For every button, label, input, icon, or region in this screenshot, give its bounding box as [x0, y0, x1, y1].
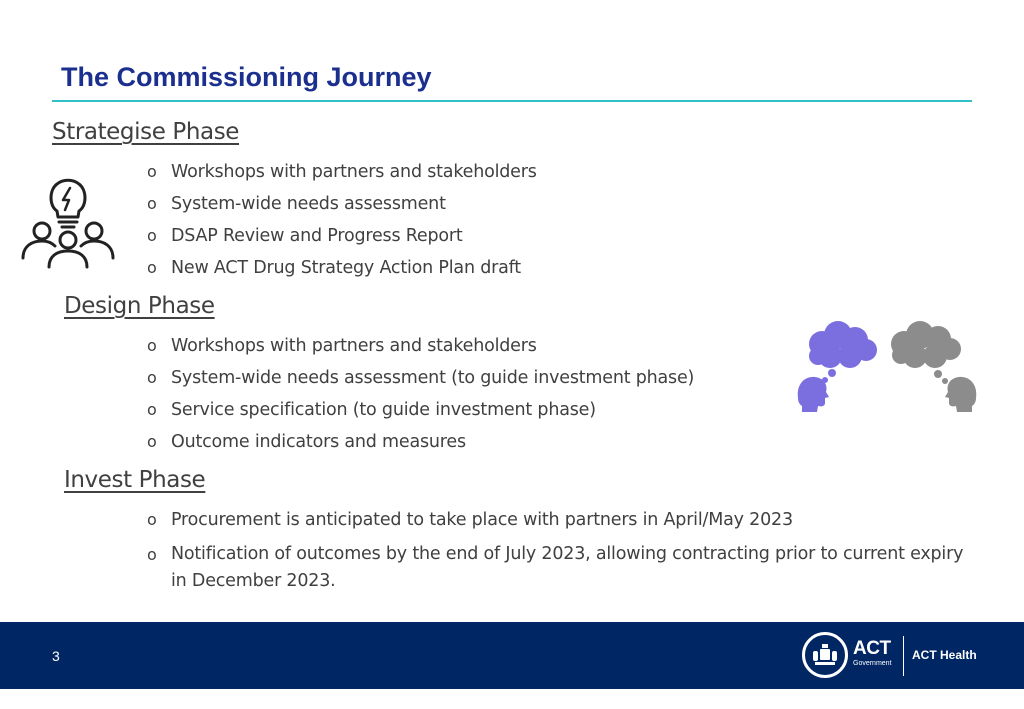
list-item-text: Procurement is anticipated to take place with partners in April/May 2023: [171, 510, 793, 530]
slide-title: The Commissioning Journey: [61, 62, 432, 92]
list-item: [147, 362, 694, 394]
bullet-marker: o: [147, 162, 157, 181]
invest-phase-heading: Invest Phase: [64, 467, 206, 493]
invest-bullet-list: [147, 504, 967, 595]
bullet-marker: o: [147, 194, 157, 213]
list-item-text: Workshops with partners and stakeholders: [171, 162, 537, 182]
page-number: 3: [52, 648, 60, 664]
logo-divider: [903, 636, 904, 676]
list-item: [147, 252, 537, 284]
list-item-text: DSAP Review and Progress Report: [171, 226, 463, 246]
list-item: [147, 426, 694, 458]
strategise-phase-heading: Strategise Phase: [52, 119, 240, 145]
list-item-text: System-wide needs assessment (to guide investment phase): [171, 368, 695, 388]
coat-of-arms-icon: [805, 635, 845, 675]
logo-act-text: ACT: [853, 638, 891, 659]
bullet-marker: o: [147, 336, 157, 355]
list-item: [147, 541, 967, 595]
lightbulb-team-icon: [18, 176, 116, 270]
list-item-text: New ACT Drug Strategy Action Plan draft: [171, 258, 521, 278]
thought-bubbles-icon: [792, 318, 982, 412]
logo-government-text: Government: [853, 660, 892, 667]
grey-thought-bubble: [891, 321, 976, 412]
list-item-text: Service specification (to guide investment phase): [171, 400, 596, 420]
logo-health-text: ACT Health: [912, 648, 977, 662]
purple-thought-bubble: [798, 321, 877, 412]
list-item-text: Outcome indicators and measures: [171, 432, 466, 452]
act-government-seal-icon: [802, 632, 848, 678]
bullet-marker: o: [147, 400, 157, 419]
bullet-marker: o: [147, 258, 157, 277]
design-phase-heading: Design Phase: [64, 293, 215, 319]
list-item: [147, 156, 537, 188]
bullet-marker: o: [147, 226, 157, 245]
list-item-text: Workshops with partners and stakeholders: [171, 336, 537, 356]
list-item: [147, 330, 694, 362]
bullet-marker: o: [147, 545, 157, 564]
list-item-text: System-wide needs assessment: [171, 194, 446, 214]
list-item: [147, 188, 537, 220]
list-item: [147, 220, 537, 252]
bullet-marker: o: [147, 432, 157, 451]
bullet-marker: o: [147, 510, 157, 529]
design-bullet-list: [147, 330, 694, 458]
list-item: [147, 504, 967, 536]
title-divider: [52, 100, 972, 102]
list-item-text: Notification of outcomes by the end of July 2023, allowing contracting prior to current expiry in December 2023.: [171, 544, 964, 591]
strategise-bullet-list: [147, 156, 537, 284]
list-item: [147, 394, 694, 426]
bullet-marker: o: [147, 368, 157, 387]
act-health-logo: [802, 632, 992, 680]
